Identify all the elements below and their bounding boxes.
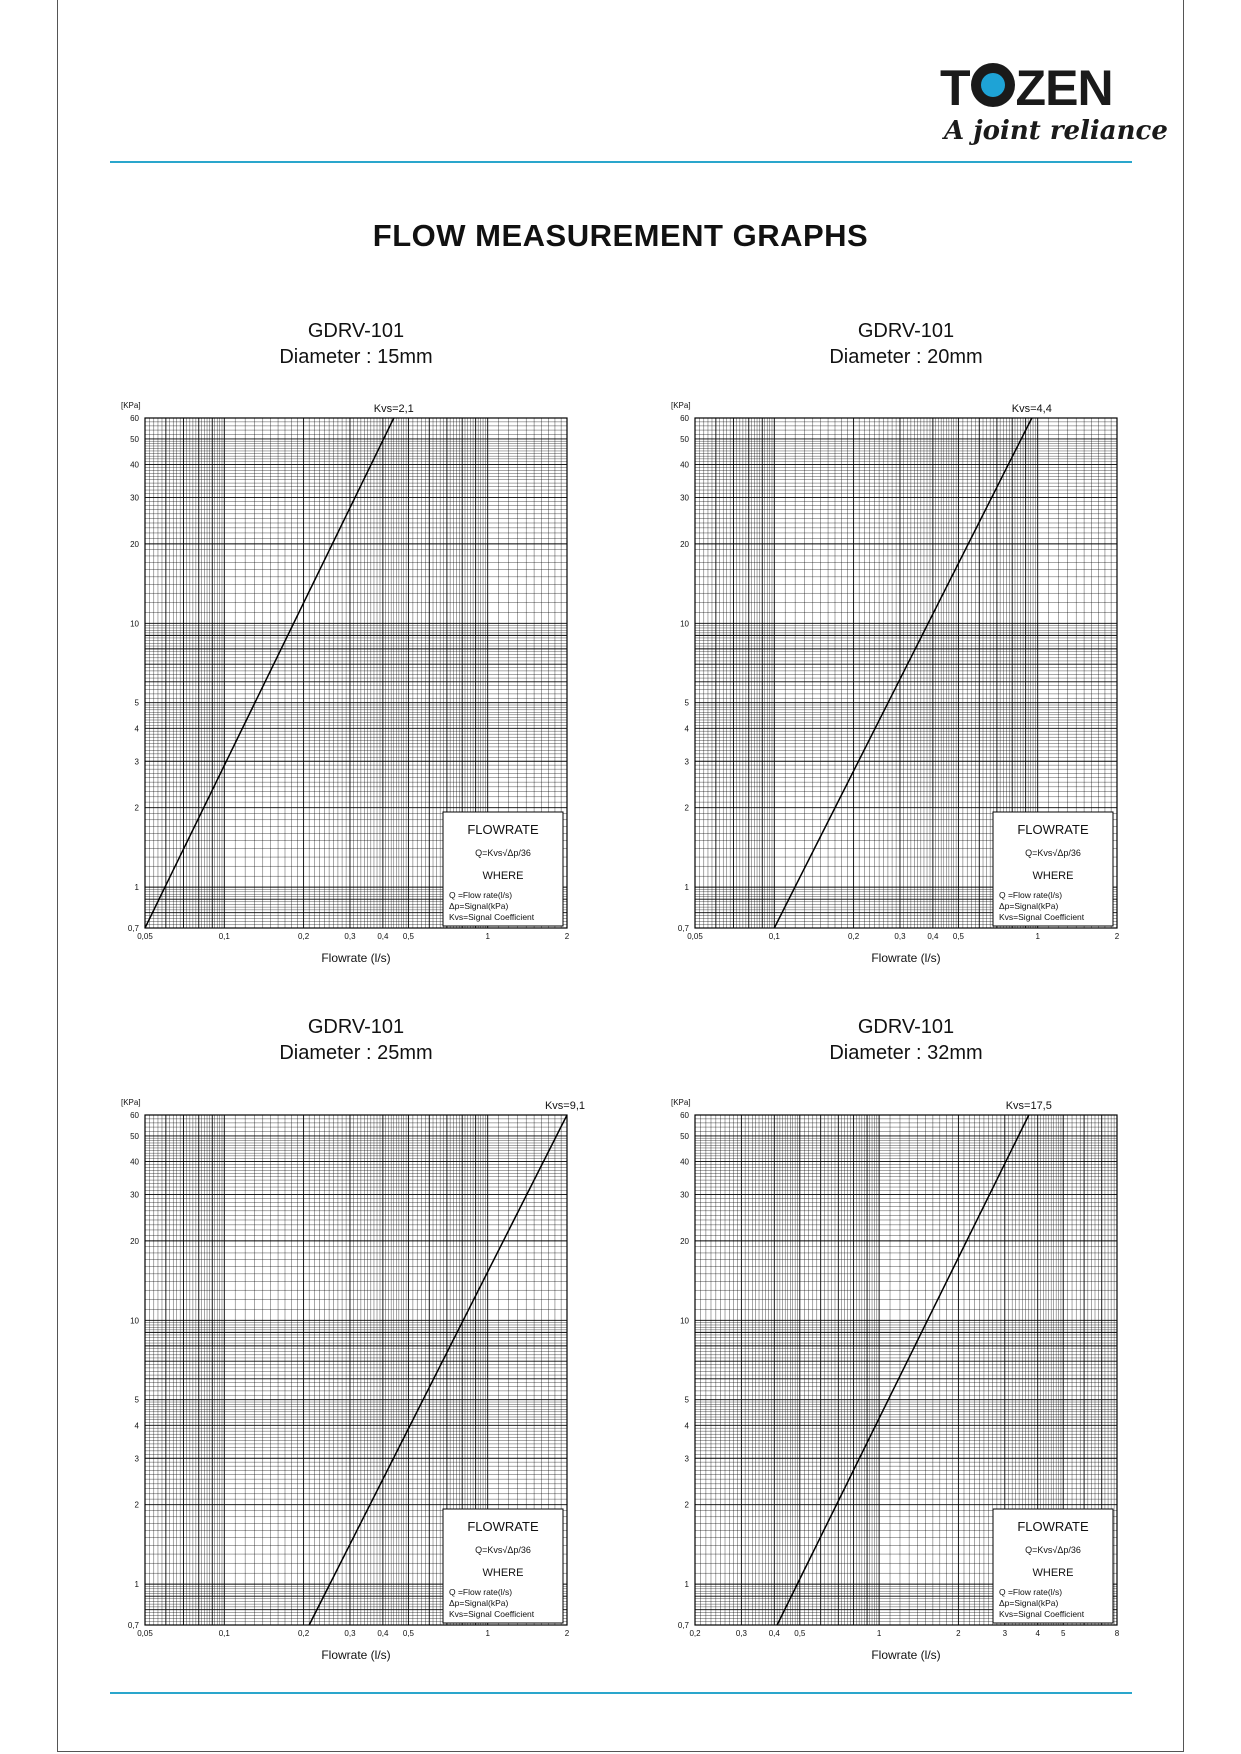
formula-box <box>993 812 1113 926</box>
y-tick-label: 5 <box>134 698 139 708</box>
x-tick-label: 4 <box>1035 1629 1040 1638</box>
chart-3 <box>121 1016 585 1662</box>
series-line <box>145 418 394 928</box>
y-tick-label: 1 <box>684 1580 689 1590</box>
formula-where: WHERE <box>482 1567 524 1579</box>
y-tick-label: 50 <box>130 1131 139 1141</box>
formula-definition: Δp=Signal(kPa) <box>999 1598 1059 1608</box>
logo-word-right: ZEN <box>1015 60 1113 116</box>
y-axis-label: [KPa] <box>671 1098 691 1107</box>
formula-heading: FLOWRATE <box>1017 822 1089 837</box>
formula-definition: Kvs=Signal Coefficient <box>999 912 1085 922</box>
chart-subtitle: Diameter : 32mm <box>829 1042 983 1064</box>
x-axis-label: Flowrate (l/s) <box>871 1648 941 1662</box>
y-tick-label: 0,7 <box>677 1621 689 1630</box>
chart-title: GDRV-101 <box>307 320 405 342</box>
formula-expression: Q=Kvs√Δp/36 <box>1025 848 1081 858</box>
chart-subtitle: Diameter : 20mm <box>829 346 983 368</box>
y-tick-label: 60 <box>130 1111 139 1120</box>
x-tick-label: 3 <box>1002 1629 1008 1638</box>
chart-title: GDRV-101 <box>857 320 955 342</box>
x-tick-label: 0,5 <box>952 932 964 941</box>
x-tick-label: 2 <box>564 1629 570 1638</box>
y-tick-label: 0,7 <box>127 1621 139 1630</box>
chart-title: GDRV-101 <box>857 1016 955 1038</box>
x-tick-label: 0,3 <box>735 1629 747 1638</box>
x-tick-label: 2 <box>564 932 570 941</box>
y-tick-label: 1 <box>134 1580 139 1590</box>
x-tick-label: 0,4 <box>377 932 389 941</box>
chart-subtitle: Diameter : 25mm <box>279 1042 433 1064</box>
x-tick-label: 0,1 <box>218 1629 230 1638</box>
y-tick-label: 1 <box>684 883 689 893</box>
y-tick-label: 0,7 <box>127 924 139 933</box>
x-tick-label: 1 <box>1035 932 1040 941</box>
kvs-label: Kvs=2,1 <box>373 403 414 415</box>
formula-heading: FLOWRATE <box>1017 1519 1089 1534</box>
kvs-label: Kvs=17,5 <box>1005 1100 1052 1112</box>
x-tick-label: 0,4 <box>768 1629 780 1638</box>
formula-box <box>443 812 563 926</box>
y-tick-label: 50 <box>680 434 689 444</box>
logo-word-left: T <box>940 60 970 116</box>
formula-definition: Q =Flow rate(l/s) <box>999 1587 1063 1597</box>
x-tick-label: 0,05 <box>687 932 703 941</box>
y-tick-label: 1 <box>134 883 139 893</box>
y-tick-label: 2 <box>134 1500 139 1510</box>
x-tick-label: 0,3 <box>344 1629 356 1638</box>
chart-subtitle: Diameter : 15mm <box>279 346 433 368</box>
y-tick-label: 2 <box>684 803 689 813</box>
formula-definition: Kvs=Signal Coefficient <box>999 1609 1085 1619</box>
x-tick-label: 0,2 <box>848 932 860 941</box>
y-axis-label: [KPa] <box>121 1098 141 1107</box>
y-tick-label: 3 <box>684 1454 689 1464</box>
formula-heading: FLOWRATE <box>467 822 539 837</box>
x-tick-label: 0,2 <box>298 1629 310 1638</box>
y-tick-label: 3 <box>134 757 139 767</box>
formula-definition: Q =Flow rate(l/s) <box>449 1587 513 1597</box>
x-tick-label: 0,4 <box>927 932 939 941</box>
y-tick-label: 50 <box>130 434 139 444</box>
page-title: FLOW MEASUREMENT GRAPHS <box>372 218 869 253</box>
x-tick-label: 0,05 <box>137 1629 153 1638</box>
formula-where: WHERE <box>1032 870 1074 882</box>
y-axis-label: [KPa] <box>121 401 141 410</box>
y-tick-label: 60 <box>680 414 689 423</box>
y-tick-label: 60 <box>130 414 139 423</box>
formula-expression: Q=Kvs√Δp/36 <box>475 848 531 858</box>
chart-1 <box>121 320 570 965</box>
y-tick-label: 3 <box>684 757 689 767</box>
y-tick-label: 40 <box>130 460 139 470</box>
y-tick-label: 5 <box>684 1395 689 1405</box>
y-axis-label: [KPa] <box>671 401 691 410</box>
y-tick-label: 5 <box>684 698 689 708</box>
x-tick-label: 0,5 <box>794 1629 806 1638</box>
x-tick-label: 1 <box>485 1629 490 1638</box>
formula-definition: Q =Flow rate(l/s) <box>449 890 513 900</box>
y-tick-label: 2 <box>134 803 139 813</box>
y-tick-label: 40 <box>130 1157 139 1167</box>
formula-definition: Kvs=Signal Coefficient <box>449 1609 535 1619</box>
footer-divider <box>110 1692 1132 1694</box>
formula-definition: Δp=Signal(kPa) <box>449 901 509 911</box>
x-tick-label: 0,1 <box>768 932 780 941</box>
x-tick-label: 1 <box>485 932 490 941</box>
x-tick-label: 2 <box>1114 932 1120 941</box>
formula-where: WHERE <box>482 870 524 882</box>
y-tick-label: 4 <box>134 724 139 734</box>
formula-expression: Q=Kvs√Δp/36 <box>1025 1545 1081 1555</box>
x-axis-label: Flowrate (l/s) <box>321 1648 391 1662</box>
y-tick-label: 4 <box>684 724 689 734</box>
chart-title: GDRV-101 <box>307 1016 405 1038</box>
formula-heading: FLOWRATE <box>467 1519 539 1534</box>
formula-where: WHERE <box>1032 1567 1074 1579</box>
y-tick-label: 2 <box>684 1500 689 1510</box>
formula-expression: Q=Kvs√Δp/36 <box>475 1545 531 1555</box>
y-tick-label: 20 <box>680 539 689 549</box>
y-tick-label: 10 <box>680 619 689 629</box>
chart-2 <box>671 320 1120 965</box>
x-tick-label: 0,3 <box>344 932 356 941</box>
x-tick-label: 0,5 <box>402 1629 414 1638</box>
y-tick-label: 50 <box>680 1131 689 1141</box>
x-tick-label: 5 <box>1061 1629 1066 1638</box>
y-tick-label: 10 <box>130 619 139 629</box>
y-tick-label: 10 <box>680 1316 689 1326</box>
kvs-label: Kvs=4,4 <box>1011 403 1052 415</box>
formula-definition: Q =Flow rate(l/s) <box>999 890 1063 900</box>
x-axis-label: Flowrate (l/s) <box>871 951 941 965</box>
x-tick-label: 0,05 <box>137 932 153 941</box>
y-tick-label: 10 <box>130 1316 139 1326</box>
y-tick-label: 5 <box>134 1395 139 1405</box>
y-tick-label: 40 <box>680 460 689 470</box>
y-tick-label: 0,7 <box>677 924 689 933</box>
y-tick-label: 30 <box>680 1190 689 1200</box>
chart-4 <box>671 1016 1120 1662</box>
y-tick-label: 60 <box>680 1111 689 1120</box>
x-tick-label: 8 <box>1114 1629 1120 1638</box>
logo-tagline: A joint reliance <box>944 116 1168 146</box>
x-tick-label: 2 <box>956 1629 961 1638</box>
formula-box <box>443 1509 563 1623</box>
y-tick-label: 4 <box>684 1421 689 1431</box>
formula-definition: Δp=Signal(kPa) <box>449 1598 509 1608</box>
formula-definition: Δp=Signal(kPa) <box>999 901 1059 911</box>
x-tick-label: 0,2 <box>298 932 310 941</box>
x-tick-label: 0,1 <box>218 932 230 941</box>
y-tick-label: 20 <box>130 1236 139 1246</box>
y-tick-label: 20 <box>130 539 139 549</box>
y-tick-label: 40 <box>680 1157 689 1167</box>
kvs-label: Kvs=9,1 <box>544 1100 586 1112</box>
x-tick-label: 0,2 <box>689 1629 701 1638</box>
x-axis-label: Flowrate (l/s) <box>321 951 391 965</box>
series-line <box>777 1115 1029 1625</box>
y-tick-label: 30 <box>130 1190 139 1200</box>
formula-box <box>993 1509 1113 1623</box>
x-tick-label: 0,3 <box>894 932 906 941</box>
y-tick-label: 30 <box>680 493 689 503</box>
y-tick-label: 4 <box>134 1421 139 1431</box>
y-tick-label: 3 <box>134 1454 139 1464</box>
y-tick-label: 30 <box>130 493 139 503</box>
x-tick-label: 0,5 <box>402 932 414 941</box>
formula-definition: Kvs=Signal Coefficient <box>449 912 535 922</box>
x-tick-label: 1 <box>876 1629 882 1638</box>
x-tick-label: 0,4 <box>377 1629 389 1638</box>
y-tick-label: 20 <box>680 1236 689 1246</box>
